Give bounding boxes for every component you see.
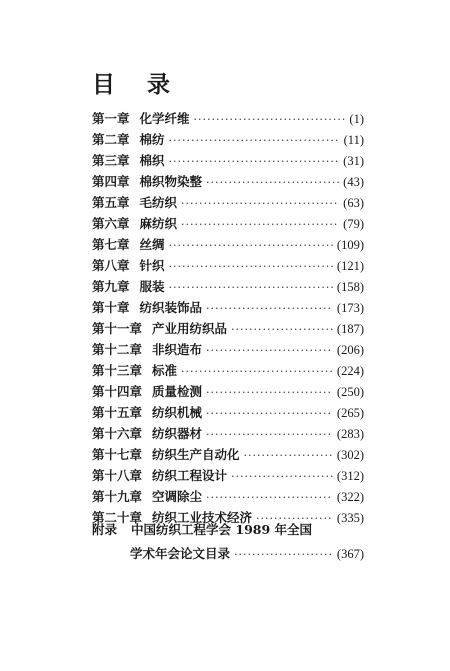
chapter-title: 毛纺织	[139, 195, 178, 210]
appendix-row	[92, 542, 364, 566]
dot-leader	[206, 487, 333, 508]
dot-leader	[169, 235, 333, 256]
chapter-number: 第八章	[92, 258, 130, 273]
toc-row	[92, 360, 364, 381]
chapter-number: 第十六章	[92, 426, 143, 441]
appendix-title-line-2: 学术年会论文目录	[130, 546, 231, 561]
table-of-contents	[92, 108, 364, 528]
chapter-page: (1)	[349, 112, 364, 126]
chapter-page: (206)	[336, 343, 364, 357]
chapter-page: (63)	[343, 196, 364, 210]
appendix-row	[92, 518, 364, 542]
chapter-page: (43)	[343, 175, 364, 189]
page-title-char-2: 录	[147, 71, 172, 98]
chapter-number: 第五章	[92, 195, 130, 210]
chapter-number: 第六章	[92, 216, 130, 231]
dot-leader	[169, 151, 340, 172]
chapter-page: (187)	[336, 322, 364, 336]
chapter-title: 纺织工业技术经济	[152, 510, 253, 525]
dot-leader	[206, 382, 333, 403]
dot-leader	[181, 193, 339, 214]
chapter-number: 第三章	[92, 153, 130, 168]
dot-leader	[206, 424, 333, 445]
toc-row	[92, 402, 364, 423]
toc-row	[92, 171, 364, 192]
chapter-number: 第十章	[92, 300, 130, 315]
chapter-page: (322)	[336, 490, 364, 504]
chapter-number: 第十五章	[92, 405, 143, 420]
dot-leader	[206, 340, 333, 361]
chapter-title: 服装	[139, 279, 165, 294]
toc-row	[92, 255, 364, 276]
toc-row	[92, 213, 364, 234]
appendix-entry	[92, 518, 364, 566]
chapter-title: 纺织机械	[152, 405, 203, 420]
chapter-title: 化学纤维	[139, 111, 190, 126]
toc-row	[92, 234, 364, 255]
dot-leader	[194, 109, 346, 130]
chapter-number: 第一章	[92, 111, 130, 126]
toc-row	[92, 276, 364, 297]
chapter-title: 纺织器材	[152, 426, 203, 441]
chapter-title: 针织	[139, 258, 165, 273]
chapter-number: 第十八章	[92, 468, 143, 483]
chapter-number: 第四章	[92, 174, 130, 189]
dot-leader	[234, 543, 333, 567]
chapter-page: (335)	[336, 511, 364, 525]
chapter-page: (312)	[336, 469, 364, 483]
toc-row	[92, 465, 364, 486]
chapter-title: 标准	[152, 363, 178, 378]
chapter-title: 质量检测	[152, 384, 203, 399]
dot-leader	[231, 319, 333, 340]
chapter-number: 第十四章	[92, 384, 143, 399]
chapter-title: 纺织装饰品	[139, 300, 203, 315]
toc-row	[92, 423, 364, 444]
chapter-page: (283)	[336, 427, 364, 441]
chapter-title: 棉织	[139, 153, 165, 168]
appendix-page: (367)	[336, 547, 364, 561]
chapter-page: (121)	[336, 259, 364, 273]
chapter-page: (265)	[336, 406, 364, 420]
toc-row	[92, 486, 364, 507]
chapter-title: 棉织物染整	[139, 174, 203, 189]
chapter-page: (79)	[343, 217, 364, 231]
chapter-number: 第二十章	[92, 510, 143, 525]
dot-leader	[206, 403, 333, 424]
dot-leader	[181, 361, 333, 382]
dot-leader	[244, 445, 333, 466]
toc-row	[92, 339, 364, 360]
chapter-title: 麻纺织	[139, 216, 178, 231]
toc-row	[92, 129, 364, 150]
dot-leader	[181, 214, 339, 235]
chapter-title: 纺织工程设计	[152, 468, 228, 483]
chapter-page: (224)	[336, 364, 364, 378]
toc-row	[92, 108, 364, 129]
chapter-number: 第十三章	[92, 363, 143, 378]
chapter-title: 非织造布	[152, 342, 203, 357]
chapter-number: 第十七章	[92, 447, 143, 462]
page-title-char-1: 目	[92, 71, 117, 98]
dot-leader	[169, 277, 333, 298]
dot-leader	[169, 130, 340, 151]
chapter-page: (302)	[336, 448, 364, 462]
toc-row	[92, 192, 364, 213]
chapter-number: 第七章	[92, 237, 130, 252]
chapter-number: 第二章	[92, 132, 130, 147]
chapter-number: 第十一章	[92, 321, 143, 336]
dot-leader	[206, 172, 339, 193]
toc-row	[92, 318, 364, 339]
toc-row	[92, 297, 364, 318]
chapter-title: 空调除尘	[152, 489, 203, 504]
chapter-page: (109)	[336, 238, 364, 252]
chapter-page: (250)	[336, 385, 364, 399]
chapter-page: (158)	[336, 280, 364, 294]
toc-row	[92, 381, 364, 402]
toc-row	[92, 150, 364, 171]
appendix-label: 附录	[92, 522, 118, 537]
dot-leader	[231, 466, 333, 487]
dot-leader	[169, 256, 333, 277]
chapter-number: 第九章	[92, 279, 130, 294]
chapter-title: 棉纺	[139, 132, 165, 147]
chapter-page: (11)	[343, 133, 364, 147]
page-title	[92, 66, 172, 99]
dot-leader	[206, 298, 333, 319]
chapter-title: 纺织生产自动化	[152, 447, 240, 462]
chapter-number: 第十九章	[92, 489, 143, 504]
chapter-title: 丝绸	[139, 237, 165, 252]
toc-row	[92, 444, 364, 465]
chapter-number: 第十二章	[92, 342, 143, 357]
chapter-page: (173)	[336, 301, 364, 315]
chapter-title: 产业用纺织品	[152, 321, 228, 336]
appendix-title-line-1: 中国纺织工程学会 1989 年全国	[131, 522, 313, 537]
chapter-page: (31)	[343, 154, 364, 168]
